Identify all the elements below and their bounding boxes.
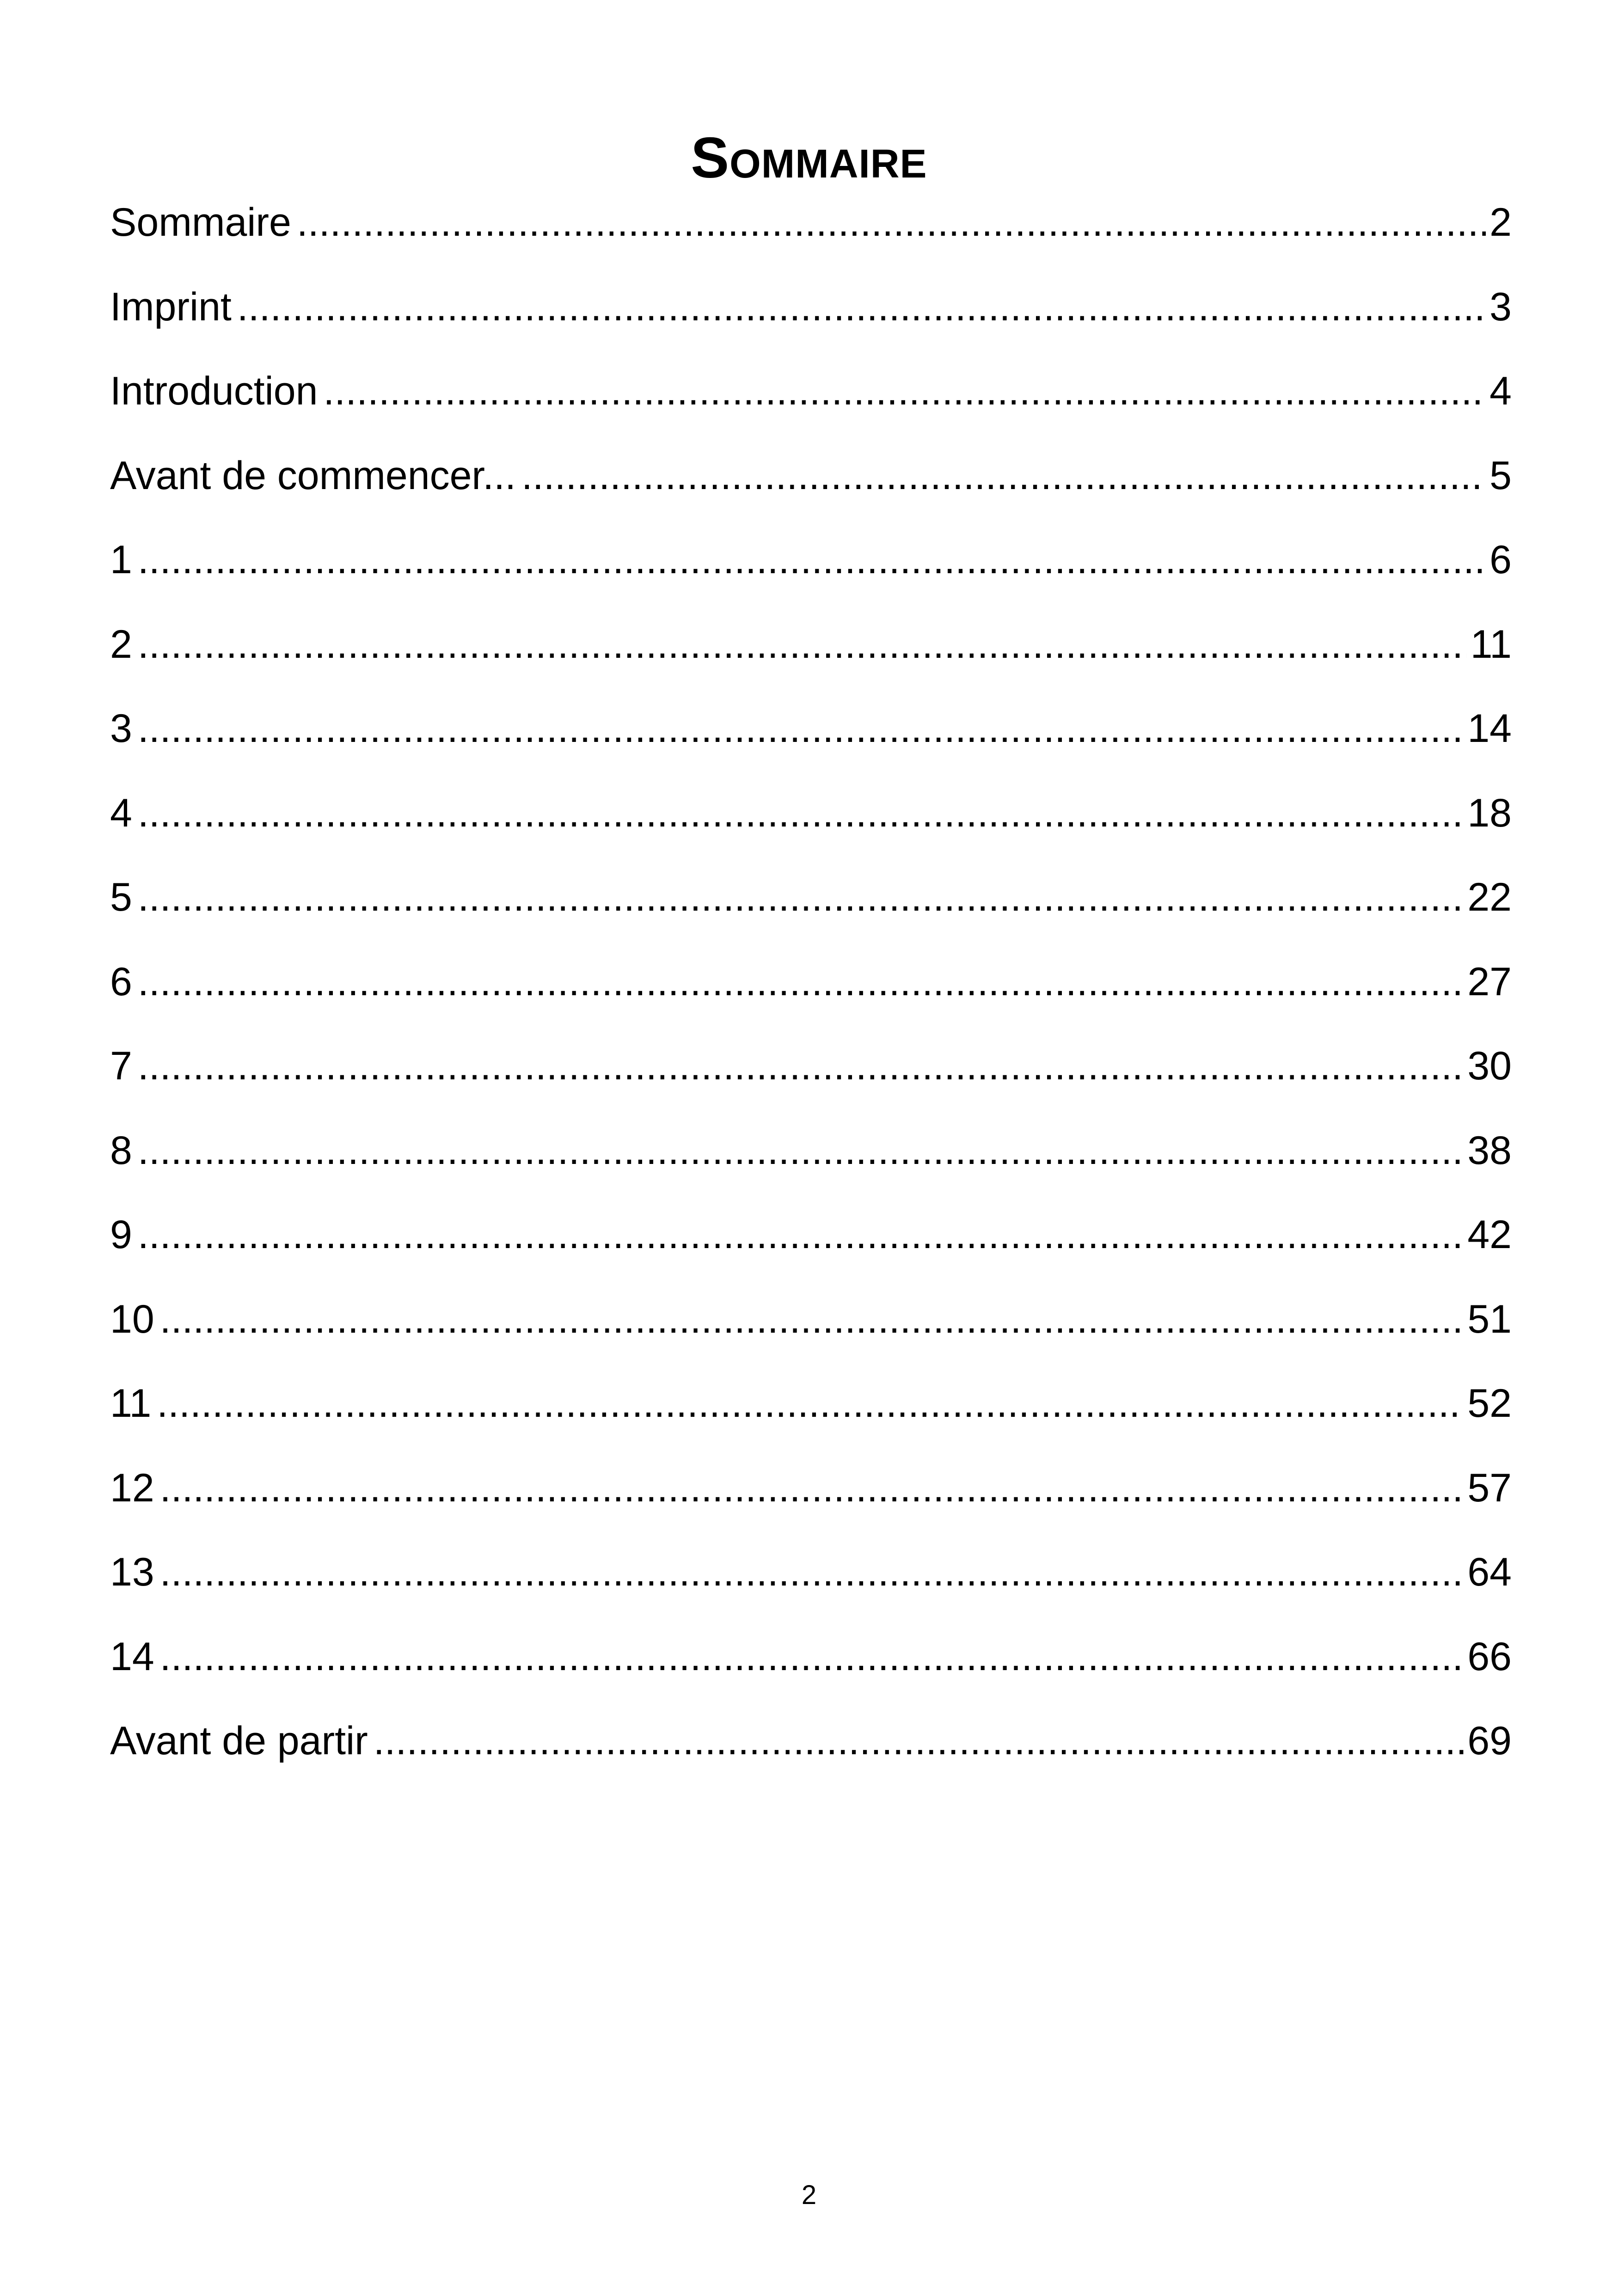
toc-entry-label: 6	[110, 959, 132, 1004]
toc-dot-leader	[157, 1380, 1464, 1427]
table-of-contents	[110, 199, 1512, 1802]
toc-entry-chapter-7[interactable]	[110, 1042, 1512, 1127]
toc-entry-label: 5	[110, 875, 132, 919]
toc-entry-page: 69	[1467, 1719, 1512, 1763]
toc-entry-page: 14	[1467, 706, 1512, 751]
toc-entry-page: 42	[1467, 1212, 1512, 1257]
toc-dot-leader	[138, 1211, 1464, 1259]
toc-entry-chapter-9[interactable]	[110, 1211, 1512, 1296]
toc-entry-label: 8	[110, 1128, 132, 1173]
toc-entry-page: 52	[1467, 1381, 1512, 1426]
toc-entry-chapter-12[interactable]	[110, 1464, 1512, 1549]
toc-entry-chapter-3[interactable]	[110, 705, 1512, 790]
toc-entry-sommaire[interactable]	[110, 199, 1512, 283]
toc-entry-avant-de-partir[interactable]	[110, 1717, 1512, 1802]
toc-dot-leader	[237, 283, 1486, 331]
toc-entry-label: 12	[110, 1465, 154, 1510]
toc-entry-label: Introduction	[110, 369, 318, 413]
toc-dot-leader	[521, 452, 1486, 500]
toc-entry-page: 22	[1467, 875, 1512, 919]
toc-entry-chapter-1[interactable]	[110, 536, 1512, 621]
toc-entry-page: 3	[1489, 284, 1512, 329]
toc-entry-page: 6	[1489, 538, 1512, 582]
toc-entry-chapter-8[interactable]	[110, 1127, 1512, 1212]
toc-dot-leader	[297, 199, 1486, 246]
toc-dot-leader	[138, 874, 1464, 921]
toc-entry-chapter-14[interactable]	[110, 1633, 1512, 1718]
toc-entry-label: 11	[110, 1381, 152, 1426]
toc-dot-leader	[138, 621, 1467, 668]
toc-entry-chapter-4[interactable]	[110, 790, 1512, 874]
toc-dot-leader	[138, 958, 1464, 1006]
toc-entry-label: Imprint	[110, 284, 232, 329]
toc-entry-page: 11	[1470, 622, 1512, 667]
toc-entry-chapter-5[interactable]	[110, 874, 1512, 958]
toc-dot-leader	[138, 1127, 1464, 1175]
toc-entry-chapter-2[interactable]	[110, 621, 1512, 705]
toc-dot-leader	[138, 1042, 1464, 1090]
toc-entry-label: 14	[110, 1634, 154, 1679]
toc-dot-leader	[138, 790, 1464, 837]
toc-entry-avant-de-commencer[interactable]	[110, 452, 1512, 537]
toc-entry-label: 9	[110, 1212, 132, 1257]
toc-entry-label: 13	[110, 1550, 154, 1594]
toc-entry-label: 3	[110, 706, 132, 751]
toc-entry-page: 27	[1467, 959, 1512, 1004]
toc-dot-leader	[160, 1549, 1464, 1596]
toc-entry-label: Avant de commencer...	[110, 453, 516, 498]
page-number: 2	[801, 2180, 817, 2210]
toc-entry-label: 4	[110, 790, 132, 835]
toc-dot-leader	[160, 1464, 1464, 1512]
toc-entry-label: 7	[110, 1044, 132, 1088]
toc-dot-leader	[323, 367, 1486, 415]
toc-entry-introduction[interactable]	[110, 367, 1512, 452]
toc-entry-page: 66	[1467, 1634, 1512, 1679]
toc-entry-label: 10	[110, 1297, 154, 1341]
toc-entry-label: Sommaire	[110, 200, 291, 245]
toc-entry-page: 4	[1489, 369, 1512, 413]
toc-entry-page: 2	[1489, 200, 1512, 245]
toc-entry-page: 57	[1467, 1465, 1512, 1510]
toc-dot-leader	[374, 1717, 1464, 1765]
toc-dot-leader	[138, 705, 1464, 753]
toc-entry-chapter-10[interactable]	[110, 1296, 1512, 1380]
toc-entry-page: 30	[1467, 1044, 1512, 1088]
toc-entry-page: 38	[1467, 1128, 1512, 1173]
toc-entry-chapter-6[interactable]	[110, 958, 1512, 1043]
toc-entry-label: 1	[110, 538, 132, 582]
toc-dot-leader	[160, 1296, 1464, 1343]
toc-entry-label: 2	[110, 622, 132, 667]
toc-dot-leader	[138, 536, 1486, 584]
toc-entry-page: 51	[1467, 1297, 1512, 1341]
toc-entry-page: 5	[1489, 453, 1512, 498]
toc-entry-chapter-13[interactable]	[110, 1549, 1512, 1633]
toc-entry-label: Avant de partir	[110, 1719, 368, 1763]
toc-dot-leader	[160, 1633, 1464, 1681]
toc-entry-page: 18	[1467, 790, 1512, 835]
toc-entry-imprint[interactable]	[110, 283, 1512, 368]
toc-entry-page: 64	[1467, 1550, 1512, 1594]
toc-entry-chapter-11[interactable]	[110, 1380, 1512, 1464]
page-title: Sommaire	[691, 126, 927, 190]
